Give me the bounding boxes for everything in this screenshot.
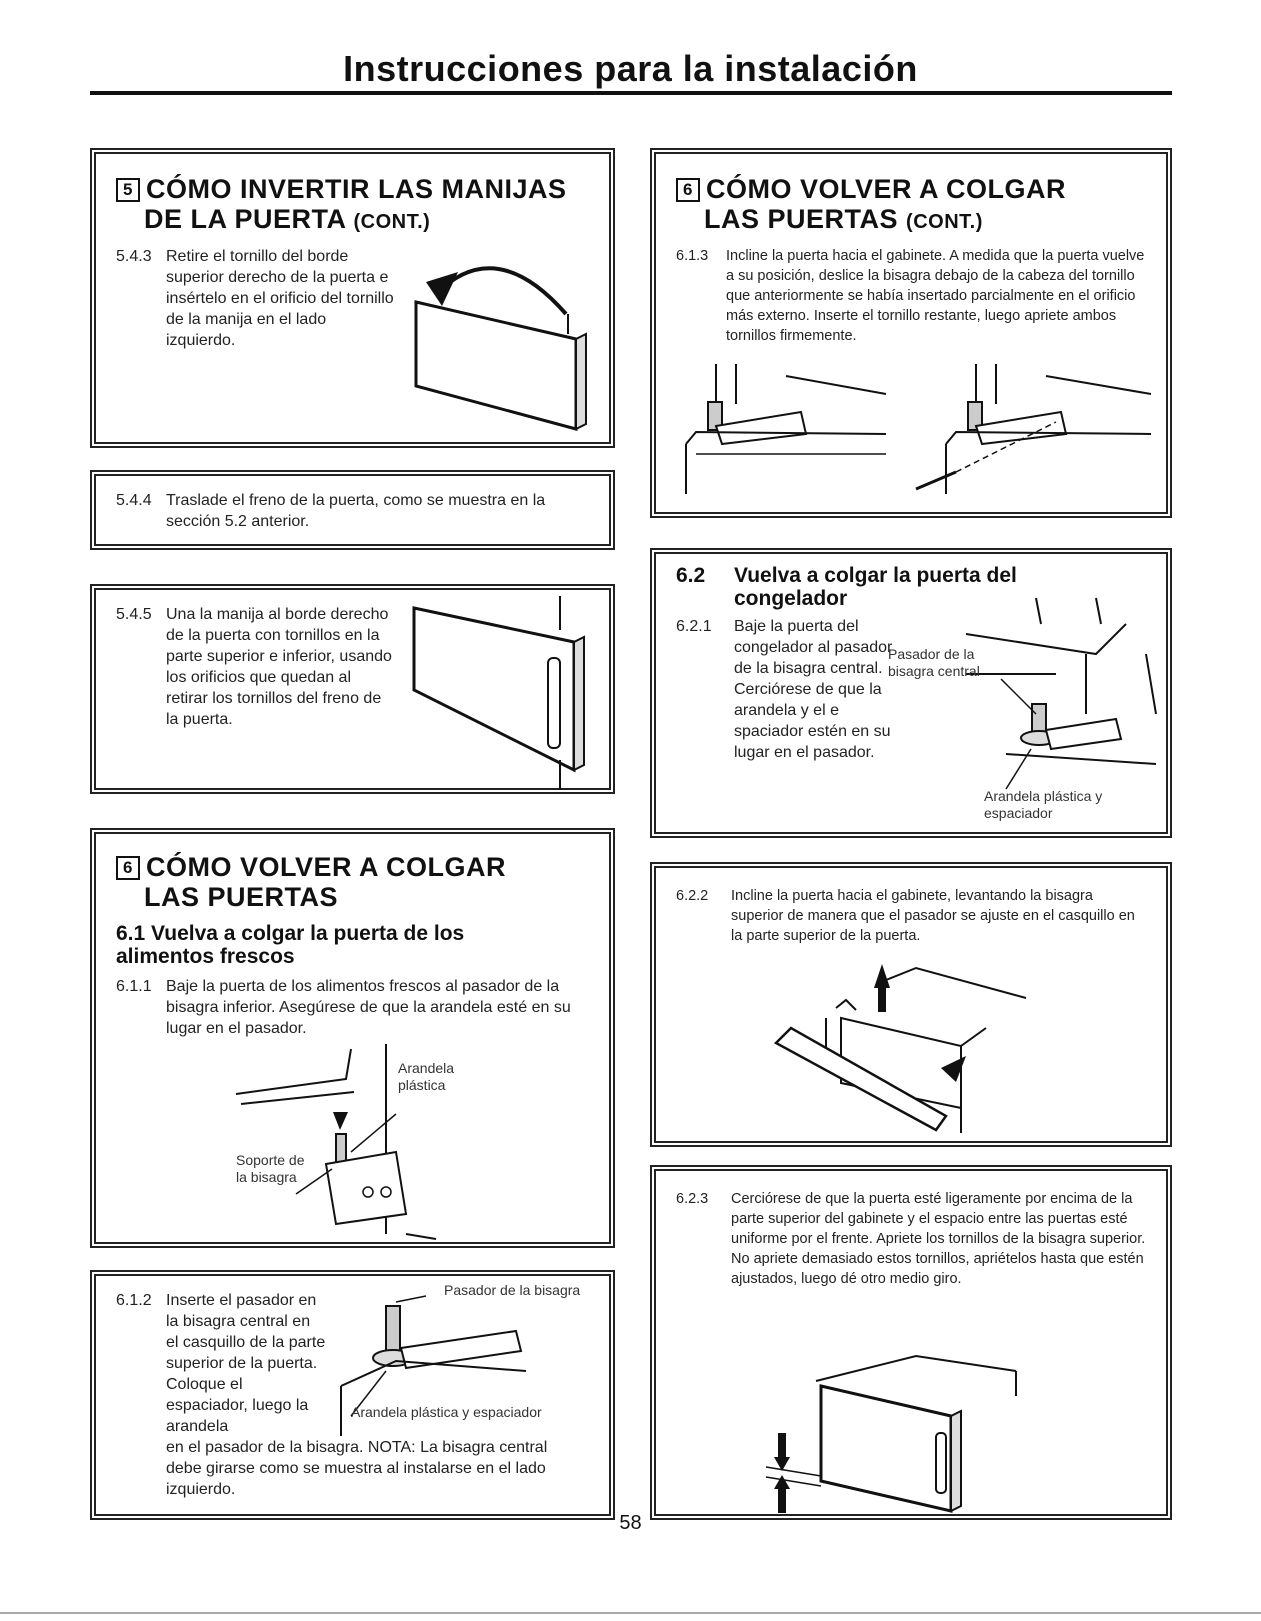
label-arandela-espaciador: Arandela plástica y espaciador [984, 788, 1103, 821]
hinge-illustration [656, 868, 1178, 1153]
door-illustration [656, 1171, 1178, 1526]
door-handle-illustration [96, 154, 621, 454]
label-arandela-espaciador: Arandela plástica y espaciador [351, 1404, 542, 1420]
section-6-heading: 6 CÓMO VOLVER A COLGAR LAS PUERTAS [116, 852, 616, 912]
section-number-badge: 6 [676, 178, 700, 202]
step-5-4-4: 5.4.4 Traslade el freno de la puerta, como se muestra en la sección 5.2 anterior. [116, 492, 546, 530]
step-5-4-5-box [90, 584, 615, 794]
arrow-icon [774, 1475, 790, 1489]
label-soporte-bisagra: Soporte de la bisagra [236, 1152, 305, 1185]
section-5-box [90, 148, 615, 448]
section-5-heading: 5 CÓMO INVERTIR LAS MANIJAS DE LA PUERTA (CONT.) [116, 174, 616, 237]
label-pasador-bisagra-central: Pasador de la bisagra central [888, 646, 980, 679]
step-6-2-3: 6.2.3 Cerciórese de que la puerta esté ligeramente por encima de la parte superior del gabinete y el espacio entre las puertas esté uniforme por el frente. Apriete los tornillos de la bisagra superior. No apriete demasiado estos tornillos, apriételos hasta que estén ajustados, luego dé otro medio giro. [676, 1191, 1146, 1287]
arrow-icon [874, 964, 890, 988]
subsection-6-2-box [650, 548, 1172, 838]
label-arandela-plastica: Arandela plástica [398, 1060, 455, 1093]
hinge-illustration [96, 1276, 621, 1526]
label-pasador-bisagra: Pasador de la bisagra [444, 1282, 581, 1298]
section-number-badge: 5 [116, 178, 140, 202]
step-6-1-1: 6.1.1 Baje la puerta de los alimentos frescos al pasador de la bisagra inferior. Asegúrese de que la arandela esté en su lugar en el pasador. [116, 978, 571, 1037]
step-5-4-4-box [90, 470, 615, 550]
door-handle-illustration [96, 590, 621, 800]
step-6-2-1: 6.2.1 Baje la puerta del congelador al pasador de la bisagra central. Cerciórese de que la arandela y el e spaciador estén en su lugar en el pasador. [676, 618, 893, 761]
step-6-1-2-box [90, 1270, 615, 1520]
step-6-2-3-box [650, 1165, 1172, 1520]
page-number: 58 [619, 1512, 642, 1534]
step-5-4-5: 5.4.5 Una la manija al borde derecho de la puerta con tornillos en la parte superior e inferior, usando los orificios que quedan al retirar los tornillos del freno de la puerta. [116, 606, 392, 728]
hinge-illustration [656, 154, 1178, 524]
subsection-6-2-heading: 6.2 Vuelva a colgar la puerta del congelador [676, 564, 1017, 610]
section-6-cont-heading: 6 CÓMO VOLVER A COLGAR LAS PUERTAS (CONT.) [676, 174, 1176, 237]
section-6-cont-box [650, 148, 1172, 518]
page-title: Instrucciones para la instalación [343, 48, 918, 89]
bottom-edge [0, 1612, 1261, 1614]
title-rule [90, 91, 1172, 95]
subsection-6-1-heading: 6.1 Vuelva a colgar la puerta de los alimentos frescos [116, 922, 465, 968]
step-5-4-3: 5.4.3 Retire el tornillo del borde superior derecho de la puerta e insértelo en el orificio del tornillo de la manija en el lado izquierdo. [116, 248, 394, 349]
hinge-illustration [96, 834, 621, 1254]
step-6-1-3: 6.1.3 Incline la puerta hacia el gabinete. A medida que la puerta vuelve a su posición, deslice la bisagra debajo de la cabeza del tornillo que anteriormente se había insertado parcialmente en el orificio más externo. Inserte el tornillo restante, luego apriete ambos tornillos firmemente. [676, 248, 1145, 344]
section-6-box [90, 828, 615, 1248]
step-6-2-2-box [650, 862, 1172, 1147]
step-6-2-2: 6.2.2 Incline la puerta hacia el gabinete, levantando la bisagra superior de manera que el pasador se ajuste en el casquillo en la parte superior de la puerta. [676, 888, 1135, 944]
step-6-1-2: 6.1.2 Inserte el pasador en la bisagra central en el casquillo de la parte superior de la puerta. Coloque el espaciador, luego la arandela en el pasador de la bisagra. NOTA: La bisagra central debe girarse como se muestra al instalarse en el lado izquierdo. [116, 1292, 548, 1498]
section-number-badge: 6 [116, 856, 140, 880]
